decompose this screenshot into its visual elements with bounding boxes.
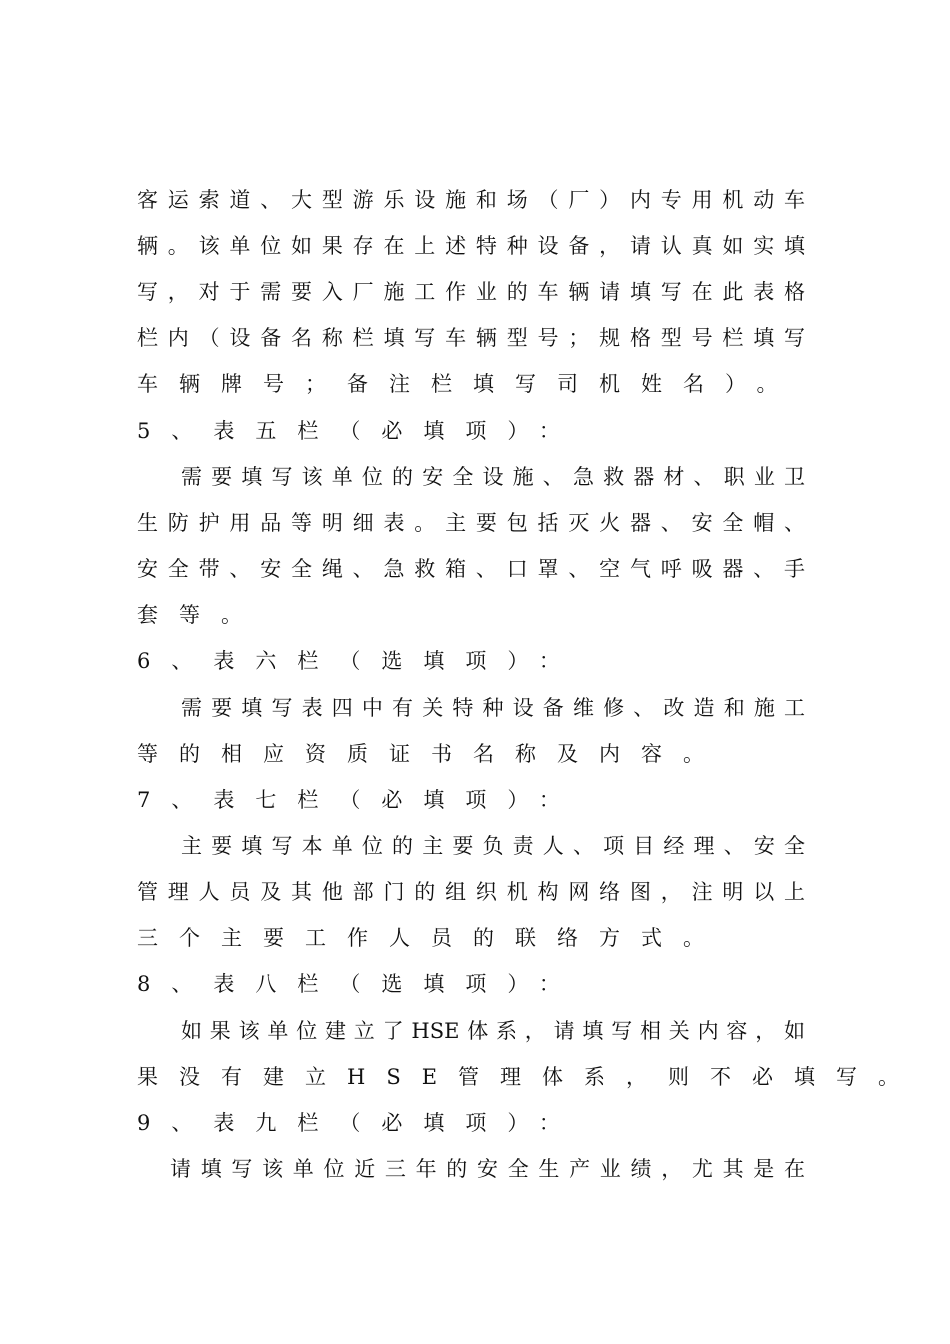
section-heading-7: 7、表七栏（必填项）： bbox=[137, 788, 581, 812]
paragraph-line: 客运索道、大型游乐设施和场（厂）内专用机动车 bbox=[137, 188, 805, 212]
paragraph-line: 辆。该单位如果存在上述特种设备，请认真如实填 bbox=[137, 234, 805, 258]
paragraph-line: 生防护用品等明细表。主要包括灭火器、安全帽、 bbox=[137, 511, 805, 535]
paragraph-line: 安全带、安全绳、急救箱、口罩、空气呼吸器、手 bbox=[137, 557, 805, 581]
section-heading-6: 6、表六栏（选填项）： bbox=[137, 649, 581, 673]
section-heading-5: 5、表五栏（必填项）： bbox=[137, 419, 581, 443]
paragraph-line: 果没有建立HSE管理体系，则不必填写。 bbox=[137, 1065, 921, 1089]
paragraph-line: 套等。 bbox=[137, 603, 263, 627]
paragraph-line: 管理人员及其他部门的组织机构网络图，注明以上 bbox=[137, 880, 805, 904]
paragraph-line: 需要填写该单位的安全设施、急救器材、职业卫 bbox=[181, 465, 805, 489]
paragraph-line: 三个主要工作人员的联络方式。 bbox=[137, 926, 725, 950]
paragraph-line: 如果该单位建立了HSE体系，请填写相关内容，如 bbox=[181, 1019, 805, 1043]
paragraph-line: 写，对于需要入厂施工作业的车辆请填写在此表格 bbox=[137, 280, 805, 304]
paragraph-line: 等的相应资质证书名称及内容。 bbox=[137, 742, 725, 766]
paragraph-line: 需要填写表四中有关特种设备维修、改造和施工 bbox=[181, 696, 805, 720]
paragraph-line: 主要填写本单位的主要负责人、项目经理、安全 bbox=[181, 834, 805, 858]
section-heading-8: 8、表八栏（选填项）： bbox=[137, 972, 581, 996]
paragraph-line: 请填写该单位近三年的安全生产业绩，尤其是在 bbox=[170, 1157, 805, 1181]
paragraph-line: 栏内（设备名称栏填写车辆型号；规格型号栏填写 bbox=[137, 326, 805, 350]
paragraph-line: 车辆牌号；备注栏填写司机姓名）。 bbox=[137, 372, 799, 396]
section-heading-9: 9、表九栏（必填项）： bbox=[137, 1111, 581, 1135]
